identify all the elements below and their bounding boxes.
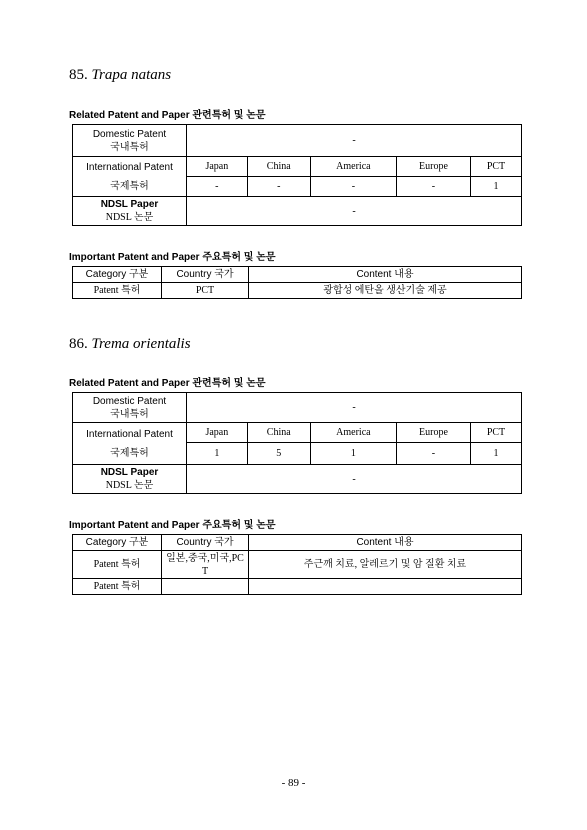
- international-label: International Patent 국제특허: [73, 423, 187, 465]
- section-number: 85.: [69, 67, 88, 83]
- country-header: America: [310, 157, 396, 177]
- table-row: Patent 특허 일본,중국,미국,PCT 주근깨 치료, 알레르기 및 암 질환 치료: [73, 551, 522, 579]
- domestic-label: Domestic Patent 국내특허: [73, 393, 187, 423]
- domestic-value: -: [187, 393, 522, 423]
- col-header: Country 국가: [162, 535, 249, 551]
- important-heading: Important Patent and Paper 주요특허 및 논문: [69, 520, 276, 531]
- important-heading: Important Patent and Paper 주요특허 및 논문: [69, 252, 276, 263]
- country-value: -: [247, 177, 310, 197]
- country-header: PCT: [470, 423, 521, 443]
- related-heading: Related Patent and Paper 관련특허 및 논문: [69, 378, 266, 389]
- country-value: 1: [310, 443, 396, 465]
- country-value: 1: [470, 443, 521, 465]
- species-name: Trapa natans: [91, 67, 172, 83]
- country-value: 1: [470, 177, 521, 197]
- col-header: Content 내용: [249, 267, 522, 283]
- ndsl-value: -: [187, 197, 522, 226]
- domestic-value: -: [187, 125, 522, 157]
- section-86-title: [69, 336, 191, 353]
- section-85-title: [69, 67, 171, 84]
- country-header: America: [310, 423, 396, 443]
- col-header: Category 구분: [73, 535, 162, 551]
- important-table: [72, 534, 522, 595]
- species-name: Trema orientalis: [91, 336, 191, 352]
- page-number: - 89 -: [281, 777, 306, 789]
- international-label: International Patent 국제특허: [73, 157, 187, 197]
- related-heading: Related Patent and Paper 관련특허 및 논문: [69, 110, 266, 121]
- col-header: Category 구분: [73, 267, 162, 283]
- country-value: -: [310, 177, 396, 197]
- country-value: 5: [247, 443, 310, 465]
- country-header: Japan: [187, 423, 248, 443]
- country-header: Japan: [187, 157, 248, 177]
- country-header: PCT: [470, 157, 521, 177]
- country-value: -: [396, 443, 470, 465]
- related-table: [72, 124, 522, 226]
- table-row: Patent 특허: [73, 579, 522, 595]
- table-row: Patent 특허 PCT 광합성 에탄올 생산기술 제공: [73, 283, 522, 299]
- country-value: 1: [187, 443, 248, 465]
- important-table: [72, 266, 522, 299]
- country-header: China: [247, 423, 310, 443]
- country-header: China: [247, 157, 310, 177]
- ndsl-label: NDSL Paper NDSL 논문: [73, 465, 187, 494]
- col-header: Country 국가: [162, 267, 249, 283]
- country-value: -: [396, 177, 470, 197]
- domestic-label: Domestic Patent 국내특허: [73, 125, 187, 157]
- country-value: -: [187, 177, 248, 197]
- related-table: [72, 392, 522, 494]
- ndsl-value: -: [187, 465, 522, 494]
- col-header: Content 내용: [249, 535, 522, 551]
- ndsl-label: NDSL Paper NDSL 논문: [73, 197, 187, 226]
- country-header: Europe: [396, 157, 470, 177]
- country-header: Europe: [396, 423, 470, 443]
- section-number: 86.: [69, 336, 88, 352]
